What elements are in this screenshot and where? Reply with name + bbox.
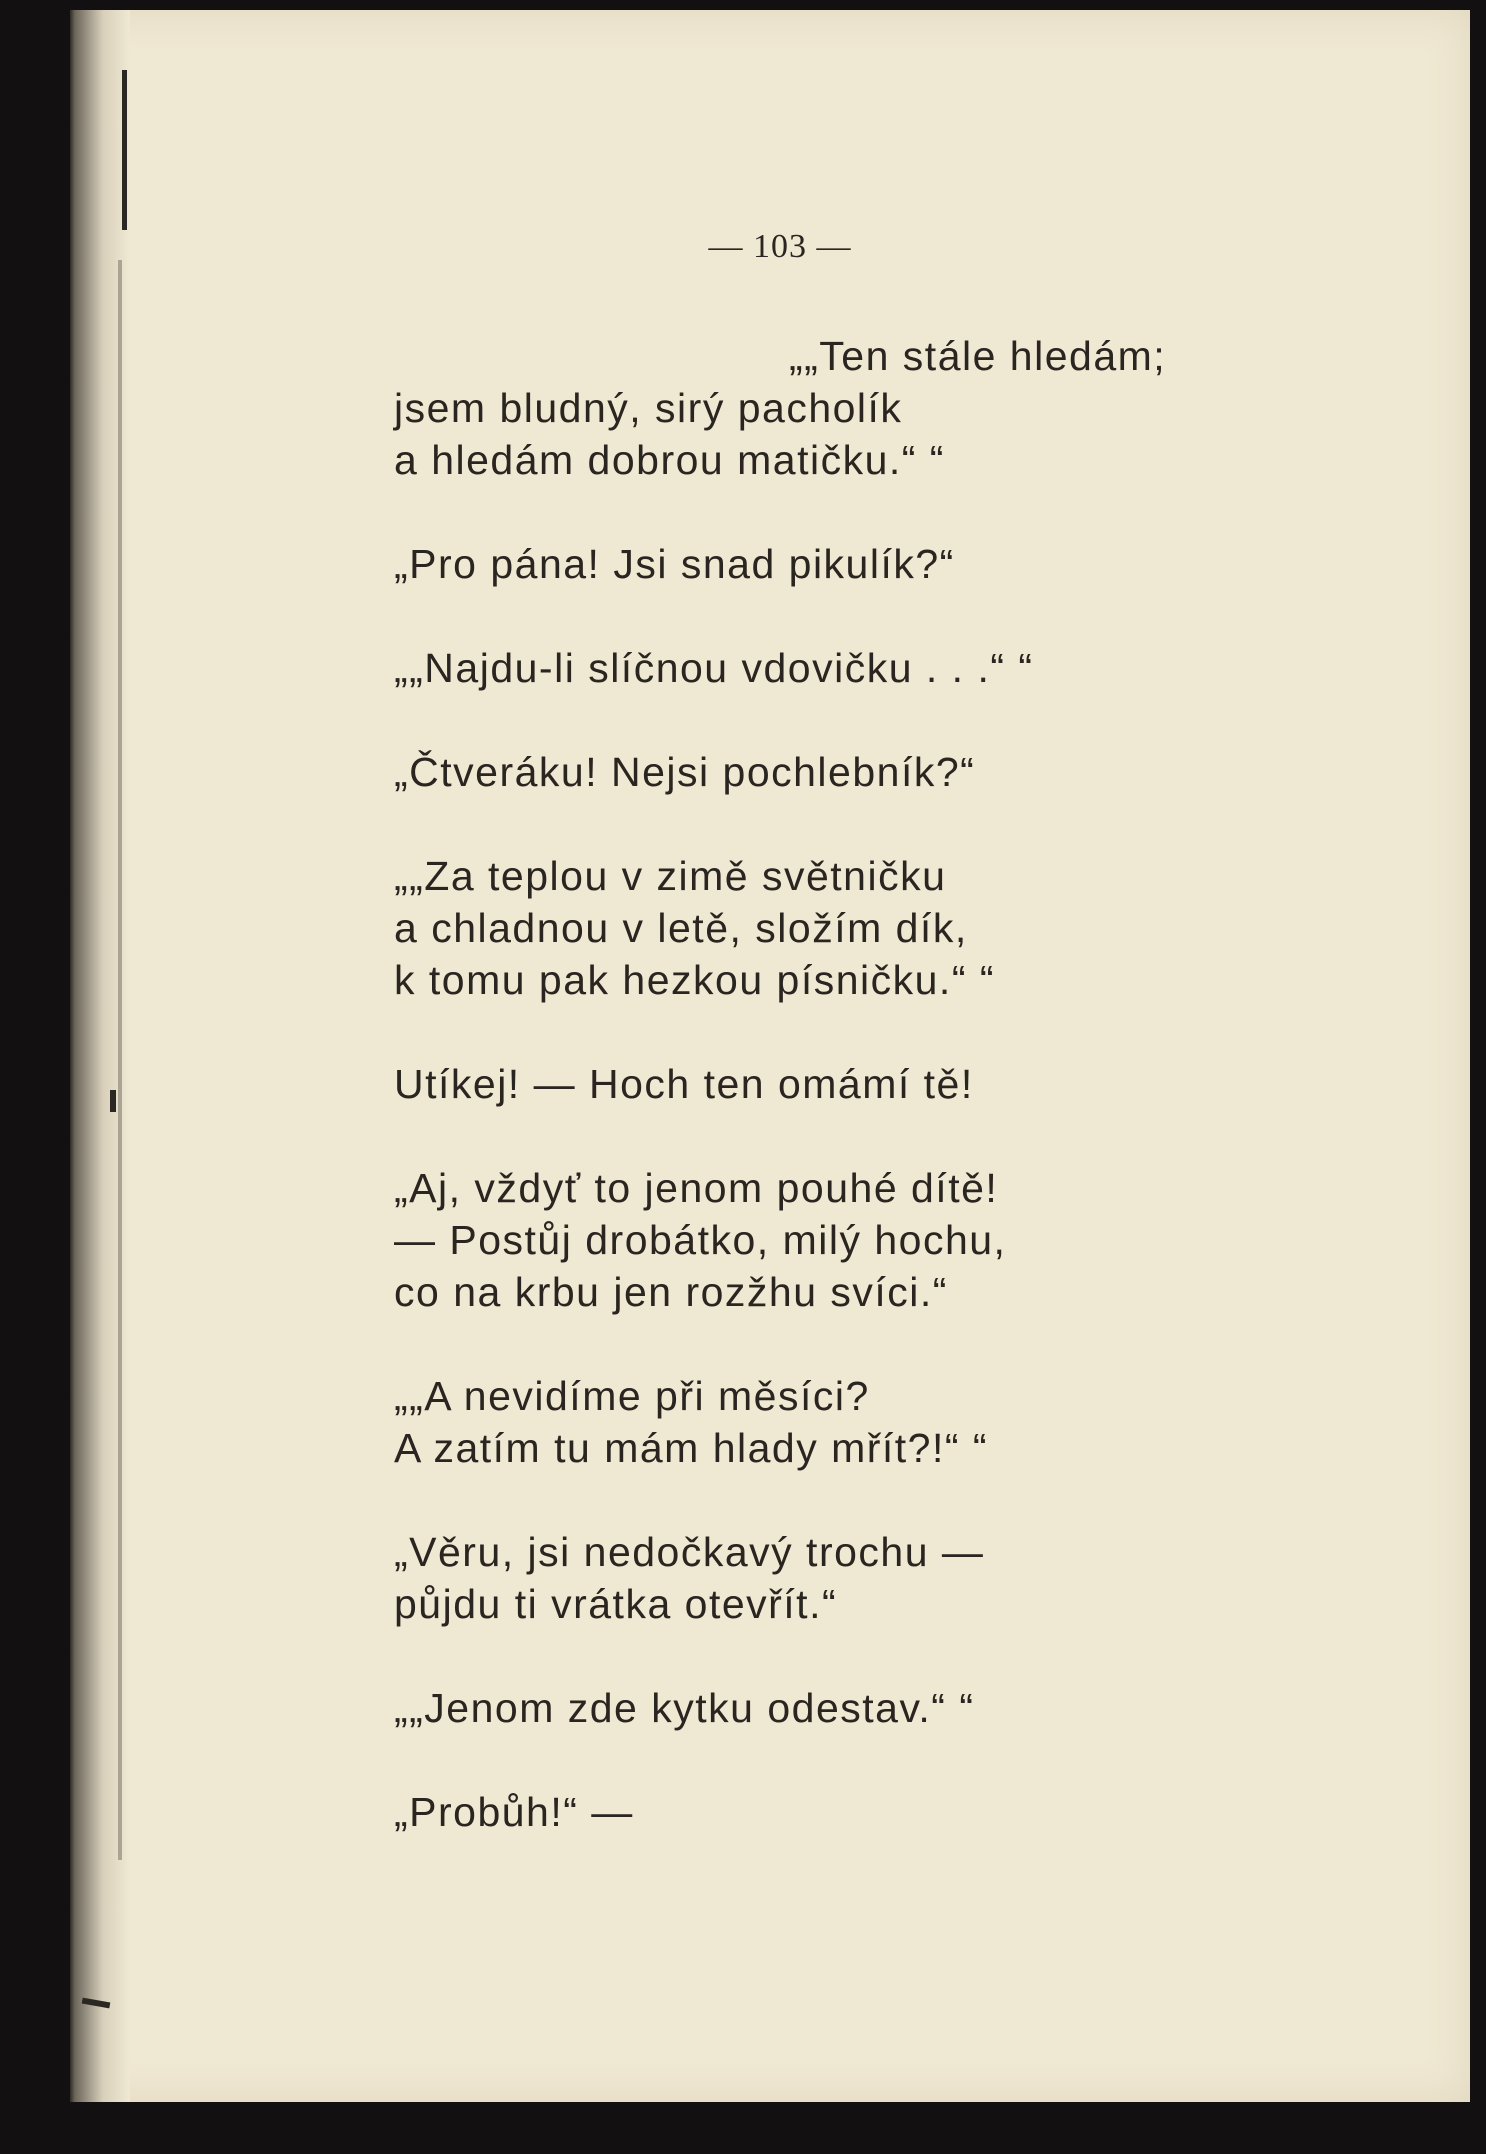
binding-mark [122,70,127,230]
poem-line: — Postůj drobátko, milý hochu, [394,1217,1007,1263]
stanza [394,1526,1214,1630]
stanza [394,1682,1214,1734]
poem-line: „„Najdu-li slíčnou vdovičku . . .“ “ [394,645,1034,691]
stanza [394,746,1214,798]
poem-line: „„Za teplou v zimě světničku [394,853,947,899]
poem-text [394,330,1214,1838]
poem-line: jsem bludný, sirý pacholík [394,385,903,431]
binding-mark [110,1090,116,1112]
poem-line: půjdu ti vrátka otevřít.“ [394,1581,838,1627]
stanza [394,538,1214,590]
poem-line: „Čtveráku! Nejsi pochlebník?“ [394,749,976,795]
poem-line: „„A nevidíme při měsíci? [394,1373,870,1419]
poem-line: Utíkej! — Hoch ten omámí tě! [394,1061,974,1107]
stanza [394,1162,1214,1318]
stanza [394,1370,1214,1474]
binding-shadow [118,260,122,1860]
page-number: — 103 — [708,228,852,265]
stanza [394,1786,1214,1838]
poem-line: „Probůh!“ — [394,1789,634,1835]
stanza [394,850,1214,1006]
poem-line: „Věru, jsi nedočkavý trochu — [394,1529,985,1575]
poem-line: „„Jenom zde kytku odestav.“ “ [394,1685,975,1731]
poem-line: co na krbu jen rozžhu svíci.“ [394,1269,948,1315]
poem-line: A zatím tu mám hlady mřít?!“ “ [394,1425,989,1471]
stanza [394,330,1214,486]
poem-line: k tomu pak hezkou písničku.“ “ [394,957,996,1003]
poem-line: a chladnou v letě, složím dík, [394,905,968,951]
poem-line: a hledám dobrou matičku.“ “ [394,437,945,483]
stanza [394,642,1214,694]
poem-line: „Aj, vždyť to jenom pouhé dítě! [394,1165,999,1211]
stanza [394,1058,1214,1110]
poem-line: „Pro pána! Jsi snad pikulík?“ [394,541,955,587]
poem-line: „„Ten stále hledám; [789,333,1167,379]
